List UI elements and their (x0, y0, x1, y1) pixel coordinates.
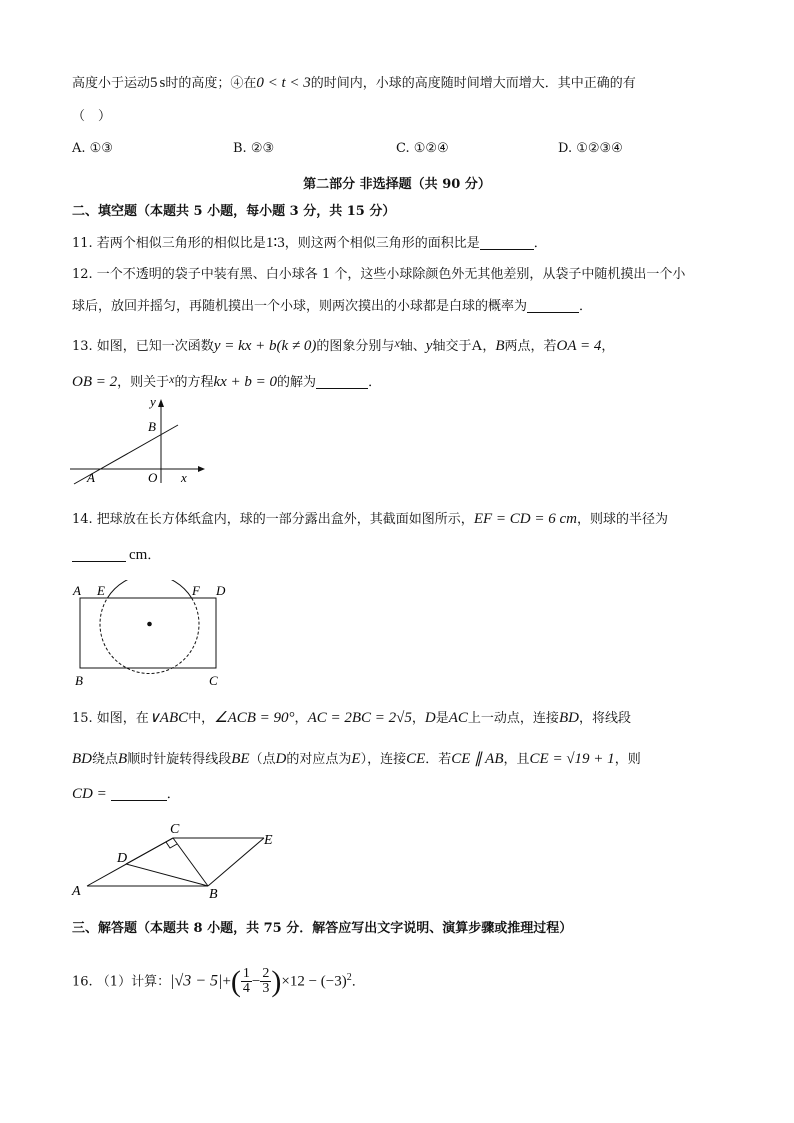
q13-equation: kx + b = 0 (213, 374, 278, 390)
q15-text-l2h: ，且 (503, 752, 530, 767)
q11-end: ． (533, 236, 547, 251)
q12-text: 球后，放回并摇匀，再随机摸出一个小球，则两次摸出的小球都是白球的概率为 (72, 299, 528, 314)
q15-text-g: ，将线段 (578, 711, 631, 726)
q12-end: ． (579, 299, 593, 314)
q15-line2 (72, 750, 641, 769)
segment-DC (126, 838, 173, 864)
option-d: D. ①②③④ (558, 141, 623, 156)
q15-triangle: ∨ABC (148, 710, 189, 726)
right-angle-mark (166, 842, 177, 848)
q11-ratio: 1∶3 (265, 235, 285, 251)
q13-text-a: 13. 如图，已知一次函数 (72, 339, 214, 354)
q13-text-c: 轴、 (399, 339, 426, 354)
q11-blank (480, 235, 534, 250)
q15-text-b: 中， (188, 711, 215, 726)
q15-D: D (424, 710, 436, 726)
q14-end: ． (147, 548, 161, 563)
q14-figure (66, 580, 246, 690)
option-a: A. ①③ (72, 141, 113, 156)
q13-text-i: 的方程 (174, 375, 214, 390)
q15-blank (111, 786, 167, 801)
q15-line1 (72, 709, 631, 728)
section3-title: 三、解答题（本题共 8 小题，共 75 分．解答应写出文字说明、演算步骤或推理过程） (72, 921, 573, 936)
q10-text-pre: 高度小于运动 (72, 76, 151, 91)
q14-unit: cm (129, 547, 148, 563)
q13-x2: x (169, 372, 175, 386)
option-b: B. ②③ (233, 141, 275, 156)
q13-text-j: 的解为 (277, 375, 317, 390)
q16-paren-close: ) (271, 964, 282, 998)
label-C: C (170, 822, 180, 837)
q15-BD: BD (558, 710, 579, 726)
q12-line2 (72, 298, 592, 316)
label-E: E (97, 583, 105, 598)
q13-line1 (72, 334, 614, 356)
q15-parallel: CE ∥ AB (451, 751, 504, 767)
y-axis-arrow (158, 399, 164, 407)
q13-figure (60, 393, 210, 488)
q13-blank (316, 374, 368, 389)
q16-paren-open: ( (230, 964, 241, 998)
label-B: B (209, 887, 218, 900)
q13-line2 (72, 370, 381, 392)
label-A: A (73, 583, 81, 598)
q15-angle: ∠ACB = 90° (214, 710, 295, 726)
q15-BE: BE (231, 751, 250, 767)
q13-function: y = kx + b(k ≠ 0) (213, 338, 317, 354)
q14-equation: EF = CD = 6 cm (473, 511, 577, 527)
q16 (72, 958, 365, 998)
q13-end: ． (368, 375, 382, 390)
q15-text-l2d: （点 (249, 752, 276, 767)
box-rect (80, 598, 216, 668)
q16-exponent: 2 (346, 972, 352, 983)
q11-text: 11. 若两个相似三角形的相似比是 (72, 236, 266, 251)
q16-plus: + (222, 973, 231, 990)
q15-end: ． (166, 787, 180, 802)
option-c: C. ①②④ (396, 141, 449, 156)
q10-num: 5 (150, 75, 158, 91)
q10-answer-paren: （ ） (72, 109, 112, 124)
label-E: E (264, 833, 273, 848)
q15-figure (66, 815, 286, 900)
q13-x: x (394, 336, 400, 350)
q15-text-e: 是 (435, 711, 449, 726)
q15-text-l2e: 的对应点为 (286, 752, 352, 767)
q15-text-a: 15. 如图，在 (72, 711, 149, 726)
q12-blank (527, 298, 579, 313)
q16-frac2-num: 2 (262, 966, 270, 982)
segment-EB (208, 838, 264, 886)
label-C: C (209, 673, 218, 688)
q15-CE: CE (406, 751, 426, 767)
q14-text-a: 14. 把球放在长方体纸盒内，球的一部分露出盒外，其截面如图所示， (72, 512, 474, 527)
q14-line2 (72, 546, 160, 565)
label-F: F (192, 583, 200, 598)
q15-BD-2: BD (72, 751, 92, 767)
q15-cd: CD = (72, 786, 107, 802)
part2-title: 第二部分 非选择题（共 90 分） (303, 177, 491, 192)
q13-y: y (425, 338, 433, 354)
segment-CB (173, 838, 208, 886)
ball-center (147, 622, 152, 627)
label-B: B (148, 419, 156, 434)
label-A: A (72, 884, 81, 899)
q16-frac1-num: 1 (242, 966, 250, 982)
section2-title: 二、填空题（本题共 5 小题，每小题 3 分，共 15 分） (72, 204, 396, 219)
ball-hidden-arc (100, 598, 199, 674)
q13-B: B (495, 338, 505, 354)
q10-tail-line (72, 74, 636, 93)
q16-minus: − (251, 973, 261, 990)
q13-text-e: ， (482, 339, 496, 354)
q16-frac-2 (260, 967, 271, 996)
q15-point-B: B (118, 751, 128, 767)
q15-text-c: ， (294, 711, 308, 726)
q15-text-l2f: ），连接 (360, 752, 407, 767)
x-axis-arrow (198, 466, 205, 472)
q15-point-D: D (275, 751, 287, 767)
q13-text-f: 两点，若 (504, 339, 557, 354)
q10-unit: s (159, 75, 166, 91)
q13-text-g: ， (601, 339, 615, 354)
label-D: D (216, 583, 226, 598)
q13-text-d: 轴交于 (432, 339, 472, 354)
q15-text-l2g: ．若 (425, 752, 452, 767)
q15-text-d: ， (411, 711, 425, 726)
q14-blank (72, 547, 126, 562)
q15-text-l2i: ，则 (614, 752, 641, 767)
q13-oa: OA = 4 (556, 338, 602, 354)
q13-text-h: ，则关于 (117, 375, 170, 390)
q14-text-b: ，则球的半径为 (576, 512, 668, 527)
label-B: B (75, 673, 83, 688)
segment-DB (126, 864, 208, 886)
q16-frac2-den: 3 (262, 981, 270, 997)
q15-ce-value: CE = √19 + 1 (529, 751, 615, 767)
q10-text-post: 的时间内，小球的高度随时间增大而增大．其中正确的有 (310, 76, 636, 91)
label-O: O (148, 470, 158, 485)
q15-text-l2b: 绕点 (92, 752, 119, 767)
q14-line1 (72, 510, 668, 529)
q16-abs: |√3 − 5| (170, 972, 223, 990)
q15-text-l2c: 顺时针旋转得线段 (127, 752, 232, 767)
q13-ob: OB = 2 (72, 374, 118, 390)
label-y: y (150, 394, 156, 409)
q10-inequality: 0 < t < 3 (256, 75, 311, 91)
q10-text-mid: 时的高度；④在 (165, 76, 257, 91)
q16-frac-1 (241, 967, 252, 996)
label-D: D (117, 851, 128, 866)
q11 (72, 234, 547, 253)
q15-text-f: 上一动点，连接 (467, 711, 559, 726)
q13-text-b: 的图象分别与 (316, 339, 395, 354)
q13-A: A (471, 338, 483, 354)
q12-line1: 12. 一个不透明的袋子中装有黑、白小球各 1 个，这些小球除颜色外无其他差别，从袋子中随机摸出一个小 (72, 267, 686, 282)
q15-AC: AC (448, 710, 468, 726)
q15-sides: AC = 2BC = 2√5 (307, 710, 412, 726)
q16-rest: ×12 − (−3) (281, 973, 347, 990)
q16-frac1-den: 4 (242, 981, 250, 997)
label-A: A (87, 470, 95, 485)
ball-top-arc (107, 580, 191, 598)
q15-line3 (72, 785, 180, 804)
q15-point-E: E (351, 751, 361, 767)
q16-text-a: 16. （1）计算： (72, 974, 171, 990)
q11-tail: ，则这两个相似三角形的面积比是 (284, 236, 480, 251)
q16-end: ． (351, 974, 365, 990)
label-x: x (181, 470, 187, 485)
